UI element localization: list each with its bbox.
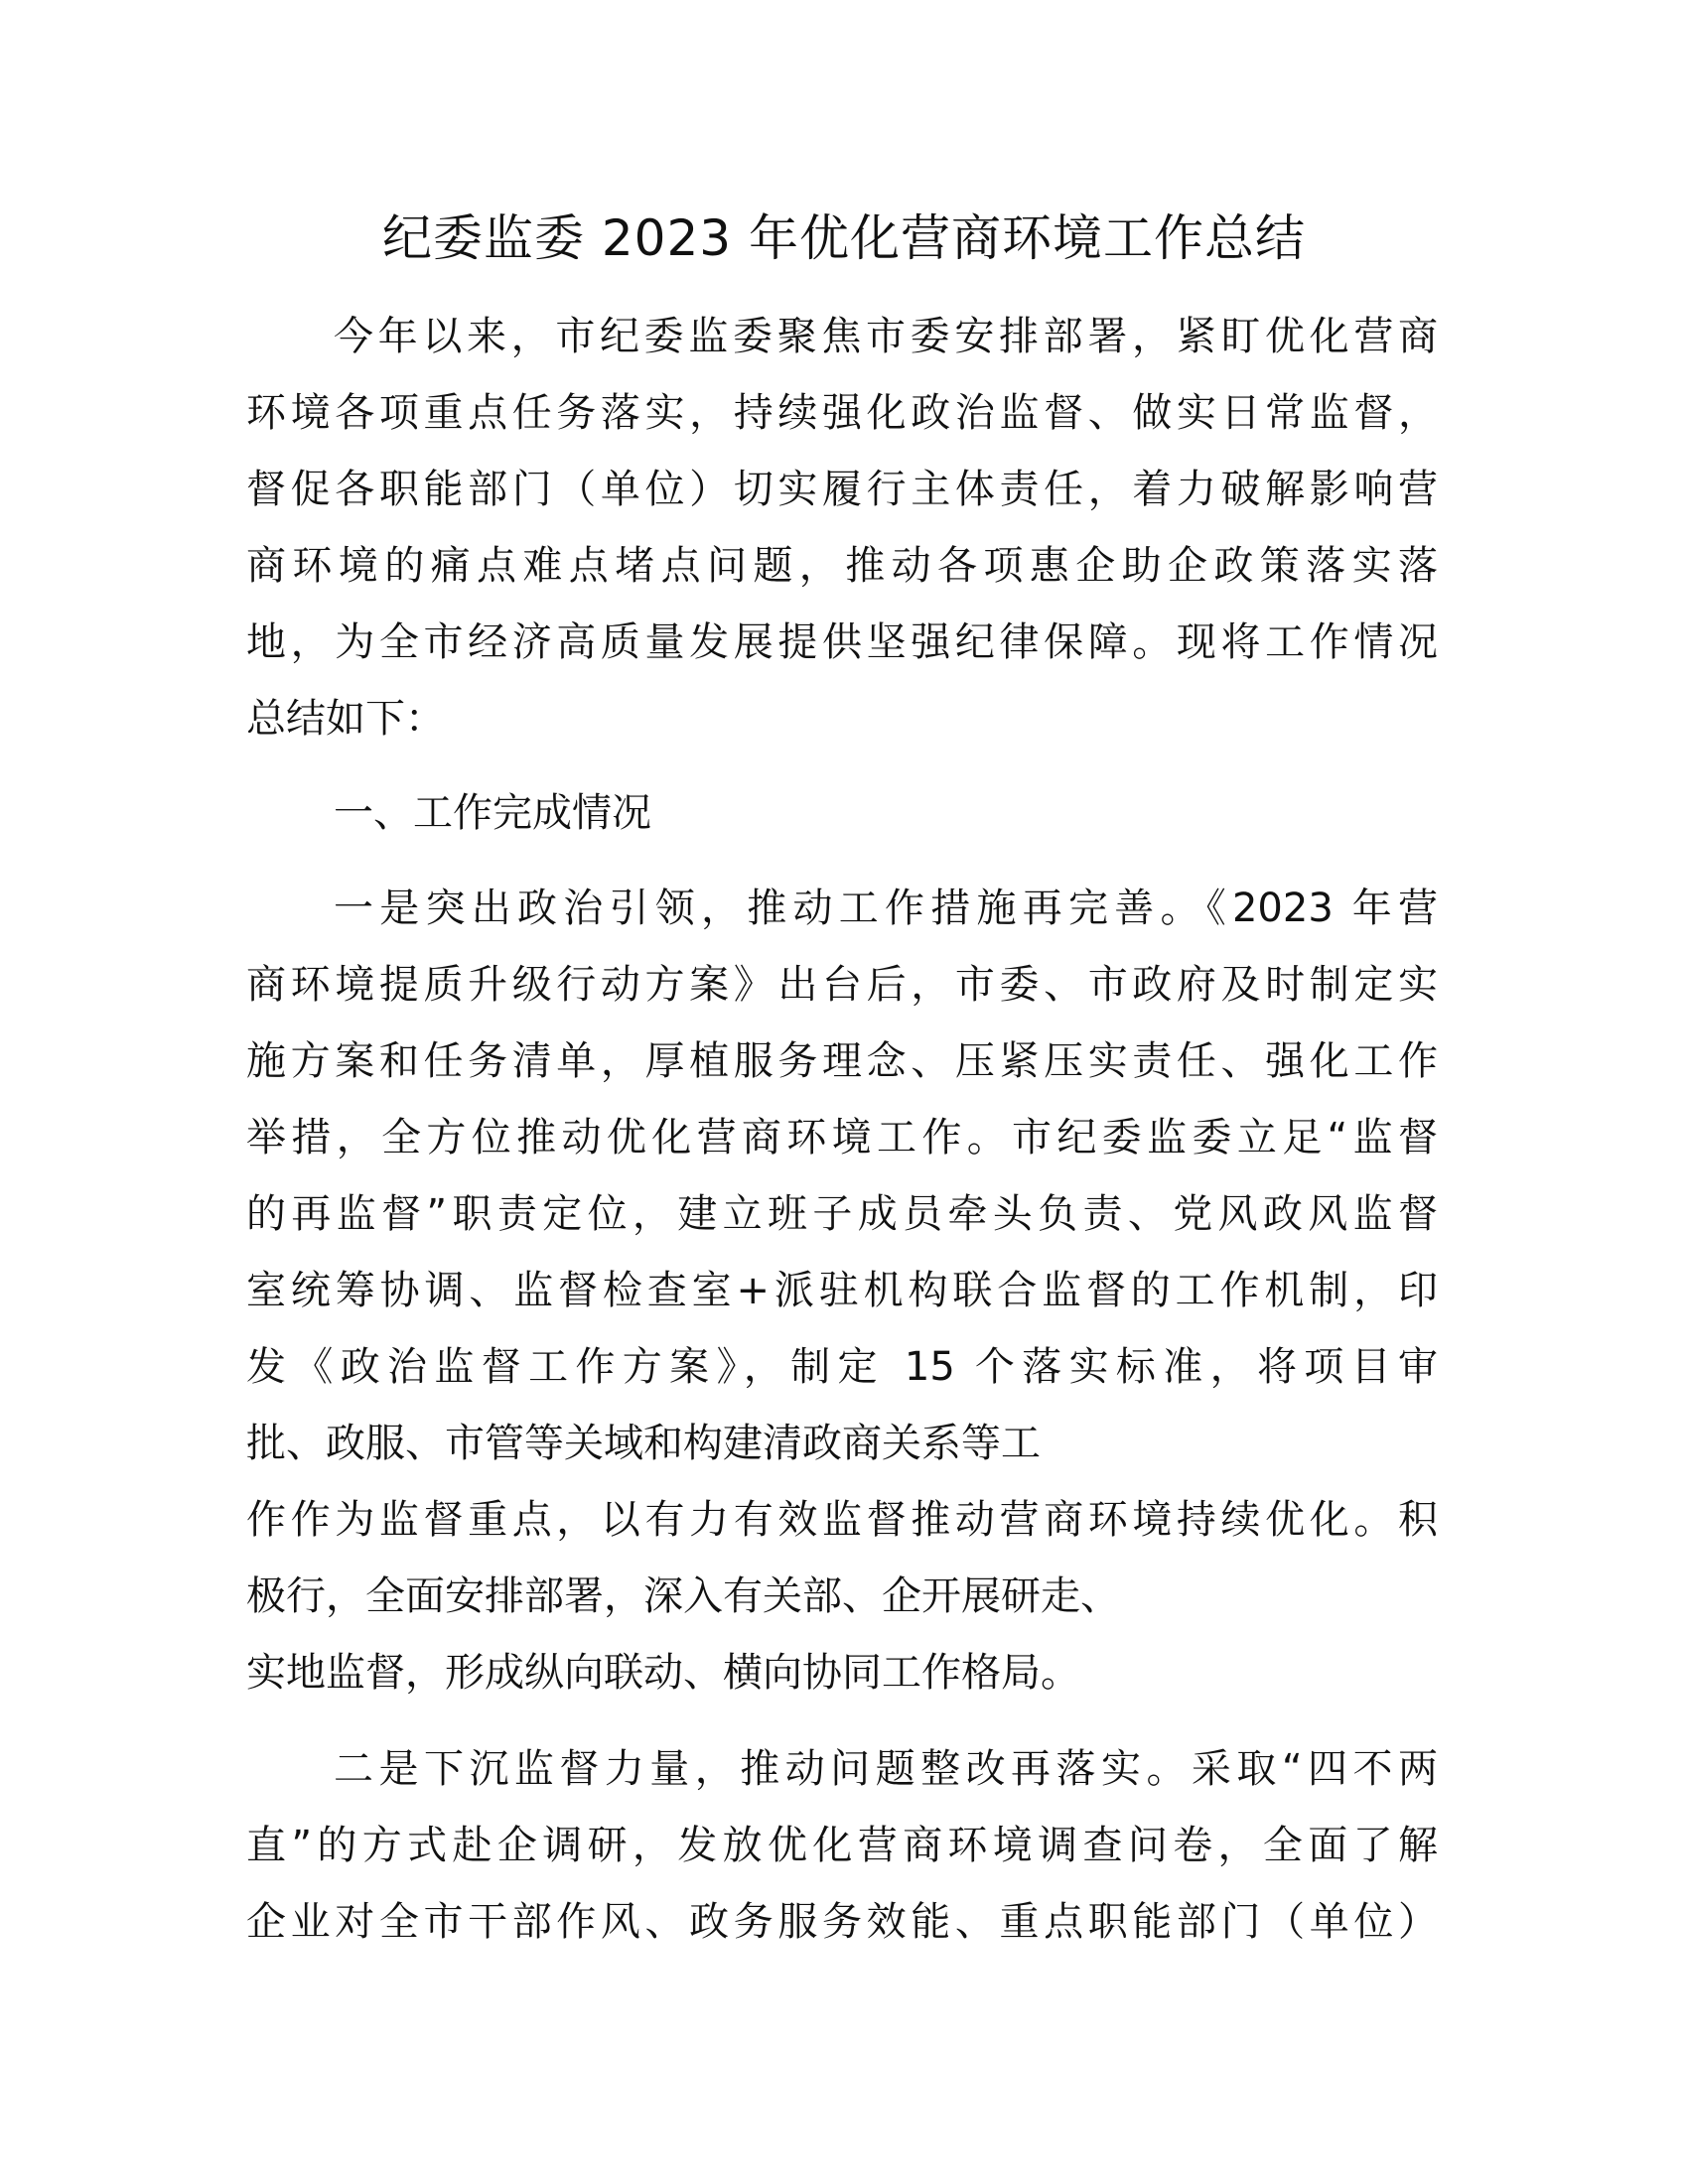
section-heading: 一、工作完成情况 xyxy=(334,790,651,836)
paragraph-line: 的再监督”职责定位，建立班子成员牵头负责、党风政风监督 xyxy=(246,1191,1438,1237)
paragraph-line: 今年以来，市纪委监委聚焦市委安排部署，紧盯优化营商 xyxy=(334,314,1438,359)
paragraph-line: 极行，全面安排部署，深入有关部、企开展研走、 xyxy=(246,1573,1120,1619)
paragraph-line: 总结如下： xyxy=(246,696,445,742)
paragraph-line: 地，为全市经济高质量发展提供坚强纪律保障。现将工作情况 xyxy=(246,619,1438,665)
paragraph-line: 批、政服、市管等关域和构建清政商关系等工 xyxy=(246,1421,1041,1466)
paragraph-line: 举措，全方位推动优化营商环境工作。市纪委监委立足“监督 xyxy=(246,1115,1438,1160)
paragraph-line: 实地监督，形成纵向联动、横向协同工作格局。 xyxy=(246,1650,1080,1696)
paragraph-line: 企业对全市干部作风、政务服务效能、重点职能部门（单位） xyxy=(246,1899,1438,1945)
paragraph-line: 环境各项重点任务落实，持续强化政治监督、做实日常监督， xyxy=(246,390,1438,436)
paragraph-line: 一是突出政治引领，推动工作措施再完善。《2023 年营 xyxy=(334,886,1438,931)
paragraph-line: 发《政治监督工作方案》，制定 15 个落实标准，将项目审 xyxy=(246,1344,1438,1390)
paragraph-line: 直”的方式赴企调研，发放优化营商环境调查问卷，全面了解 xyxy=(246,1823,1438,1868)
paragraph-line: 督促各职能部门（单位）切实履行主体责任，着力破解影响营 xyxy=(246,467,1438,512)
paragraph-line: 商环境的痛点难点堵点问题，推动各项惠企助企政策落实落 xyxy=(246,543,1438,589)
paragraph-line: 商环境提质升级行动方案》出台后，市委、市政府及时制定实 xyxy=(246,962,1438,1008)
document-title: 纪委监委 2023 年优化营商环境工作总结 xyxy=(381,209,1307,267)
paragraph-line: 施方案和任务清单，厚植服务理念、压紧压实责任、强化工作 xyxy=(246,1038,1438,1084)
paragraph-line: 室统筹协调、监督检查室+派驻机构联合监督的工作机制，印 xyxy=(246,1268,1438,1313)
paragraph-line: 二是下沉监督力量，推动问题整改再落实。采取“四不两 xyxy=(334,1746,1438,1792)
paragraph-line: 作作为监督重点，以有力有效监督推动营商环境持续优化。积 xyxy=(246,1497,1438,1543)
